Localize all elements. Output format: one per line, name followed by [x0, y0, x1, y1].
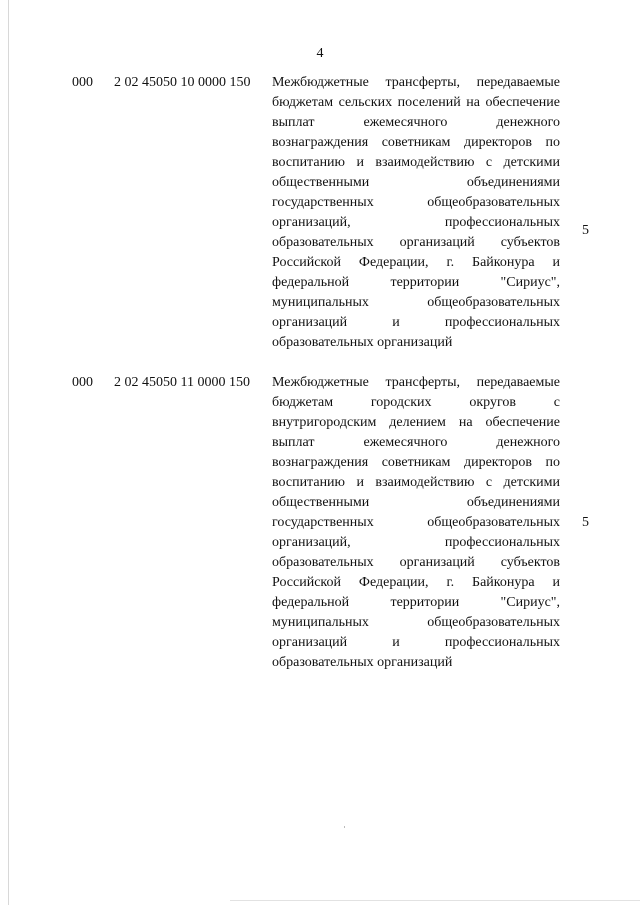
page-number: 4	[316, 46, 324, 61]
scan-speck	[344, 826, 345, 828]
admin-code: 000	[72, 375, 93, 390]
standard-value: 5	[582, 515, 589, 530]
admin-code: 000	[72, 75, 93, 90]
budget-classification-code: 2 02 45050 10 0000 150	[114, 75, 251, 90]
scan-edge-line	[8, 0, 9, 905]
income-description: Межбюджетные трансферты, передаваемые бюджетам городских округов с внутригородским делением на обеспечение выплат ежемесячного денежного вознаграждения советникам директоров по воспитанию и взаимодействию с детскими общественными объединениями государственных общеобразовательных организаций, профессиональных образовательных организаций субъектов Российской Федерации, г. Байконура и федеральной территории "Сириус", муниципальных общеобразовательных организаций и профессиональных образовательных организаций	[272, 375, 560, 670]
scan-bottom-edge	[230, 900, 640, 901]
standard-value: 5	[582, 223, 589, 238]
income-description: Межбюджетные трансферты, передаваемые бюджетам сельских поселений на обеспечение выплат ежемесячного денежного вознаграждения советникам директоров по воспитанию и взаимодействию с детскими общественными объединениями государственных общеобразовательных организаций, профессиональных образовательных организаций субъектов Российской Федерации, г. Байконура и федеральной территории "Сириус", муниципальных общеобразовательных организаций и профессиональных образовательных организаций	[272, 75, 560, 350]
budget-classification-code: 2 02 45050 11 0000 150	[114, 375, 250, 390]
